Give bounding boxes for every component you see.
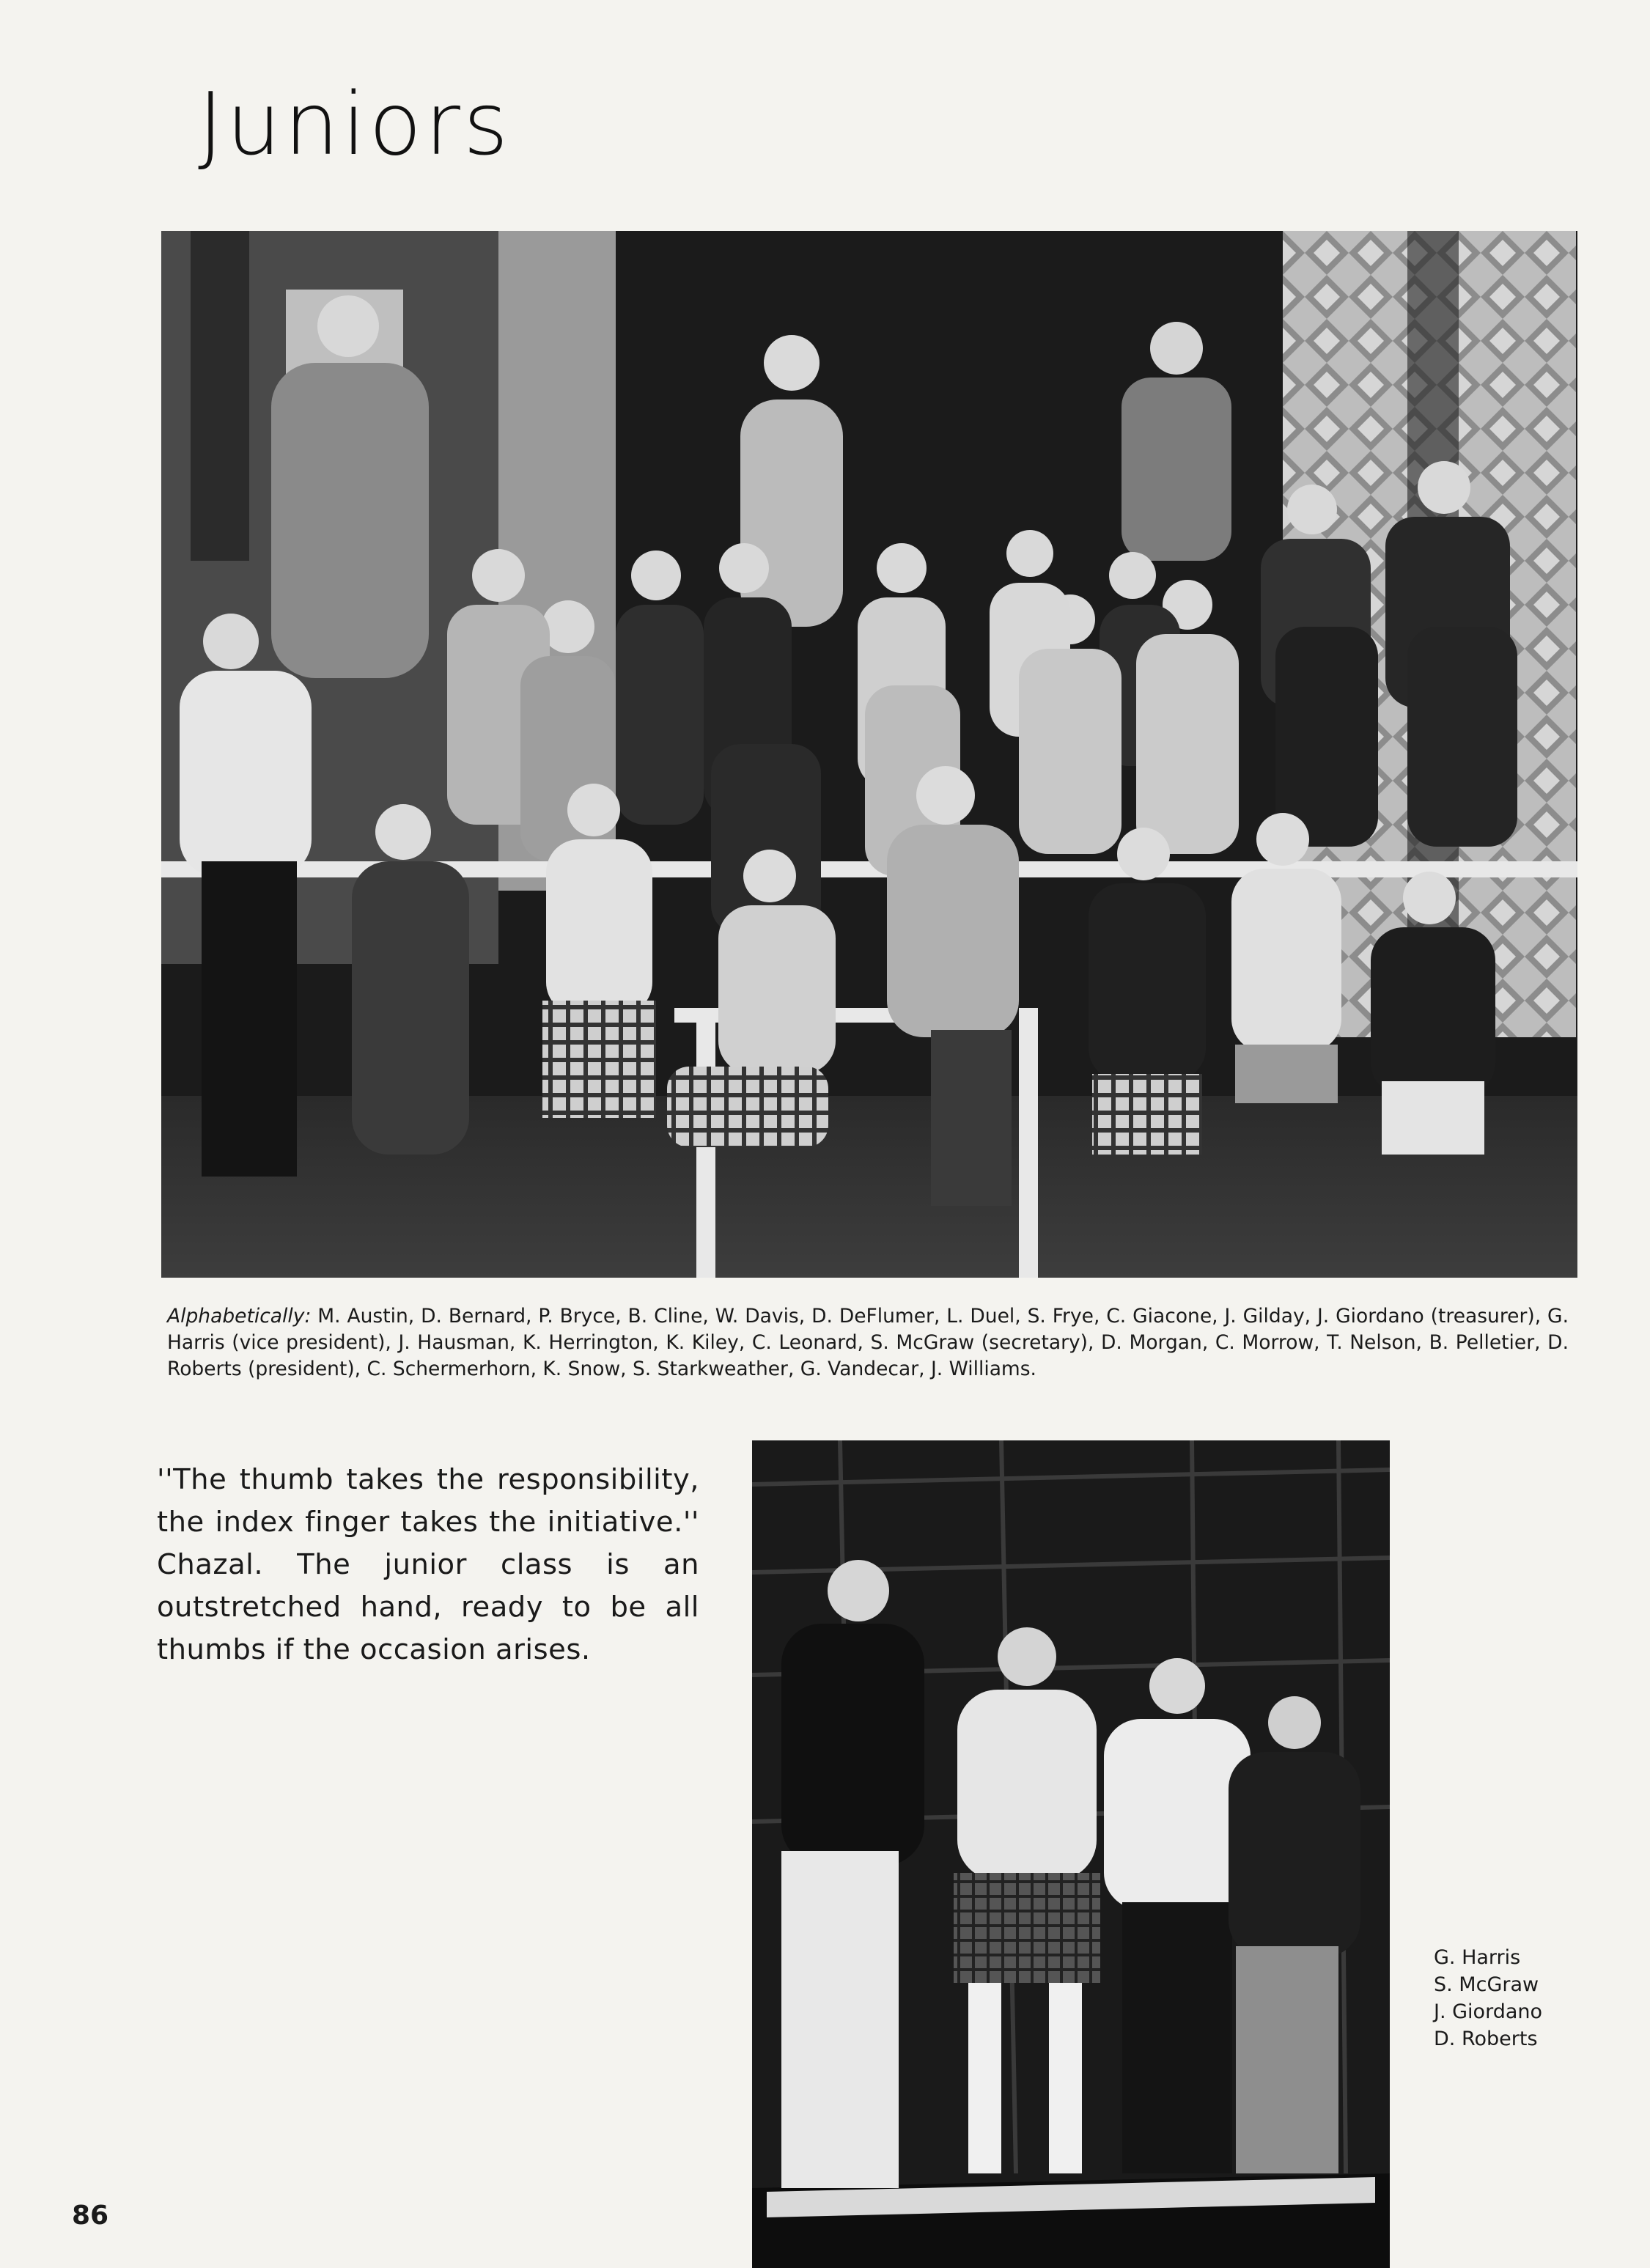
- page-number: 86: [72, 2201, 109, 2231]
- officer-name: J. Giordano: [1434, 2000, 1543, 2023]
- officer-name: G. Harris: [1434, 1946, 1521, 1969]
- officers-list: [1434, 1944, 1624, 2052]
- caption-lead: Alphabetically:: [167, 1305, 312, 1328]
- officer-name: S. McGraw: [1434, 1973, 1539, 1996]
- officer-name: D. Roberts: [1434, 2028, 1538, 2050]
- group-photo-caption: [167, 1303, 1569, 1382]
- officers-photo: [752, 1440, 1390, 2268]
- officers-photo-image: [752, 1440, 1390, 2268]
- caption-names: M. Austin, D. Bernard, P. Bryce, B. Cline, W. Davis, D. DeFlumer, L. Duel, S. Frye, C. Giacone, J. Gilday, J. Giordano (treasurer), G. Harris (vice president), J. Hausman, K. Herrington, K. Kiley, C. Leonard, S. McGraw (secretary), D. Morgan, C. Morrow, T. Nelson, B. Pelletier, D. Roberts (president), C. Schermerhorn, K. Snow, S. Starkweather, G. Vandecar, J. Williams.: [167, 1305, 1569, 1380]
- group-photo-image: [161, 231, 1577, 1278]
- page-title: Juniors: [198, 73, 512, 174]
- class-quote: ''The thumb takes the responsibility, the index finger takes the initiative.'' Chazal. The junior class is an outstretched hand, ready to be all thumbs if the occasion arises.: [157, 1463, 699, 1666]
- group-photo: [161, 231, 1577, 1278]
